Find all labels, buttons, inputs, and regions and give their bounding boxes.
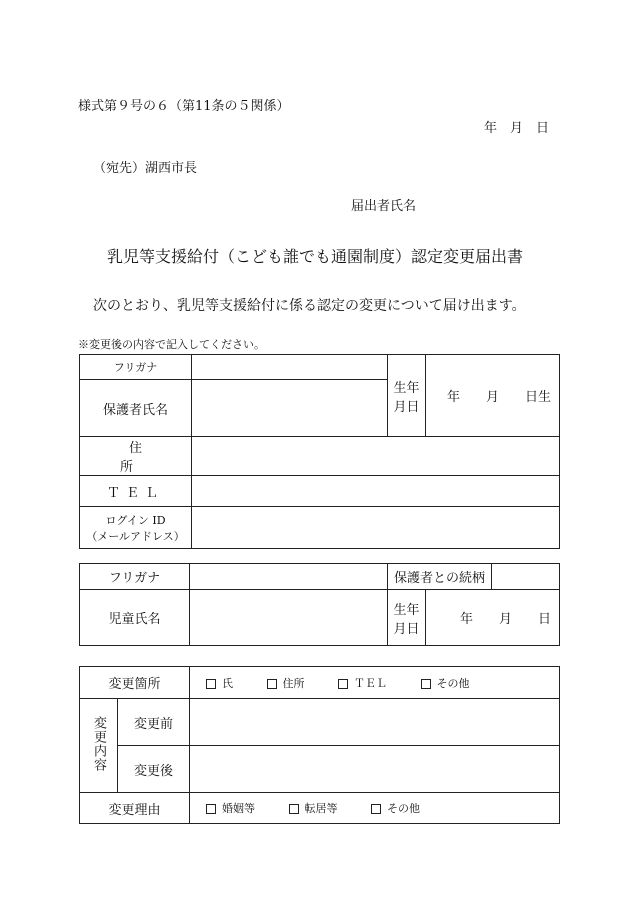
option-reason-other[interactable]: その他 (371, 800, 420, 816)
child-furigana-label: フリガナ (80, 564, 190, 590)
guardian-furigana-label: フリガナ (80, 355, 192, 380)
guardian-dob-text: 年 月 日生 (446, 390, 551, 405)
child-name-field[interactable] (190, 590, 388, 646)
option-name[interactable]: 氏 (206, 675, 233, 691)
guardian-furigana-field[interactable] (192, 355, 388, 380)
option-marriage[interactable]: 婚姻等 (206, 800, 255, 816)
checkbox-icon[interactable] (206, 679, 216, 689)
guardian-dob-label: 生年 月日 (388, 355, 426, 437)
submitter-name-label: 届出者氏名 (351, 199, 417, 214)
submission-date: 年 月 日 (484, 121, 550, 136)
guardian-name-label: 保護者氏名 (80, 380, 192, 437)
guardian-name-field[interactable] (192, 380, 388, 437)
addressee: （宛先）湖西市長 (93, 161, 198, 176)
change-place-options (190, 667, 560, 699)
guardian-table (79, 354, 560, 549)
change-table (79, 666, 560, 824)
checkbox-icon[interactable] (206, 804, 216, 814)
instruction-note: ※変更後の内容で記入してください。 (78, 338, 265, 351)
option-tel[interactable]: ＴＥＬ (338, 675, 387, 691)
option-relocation[interactable]: 転居等 (289, 800, 338, 816)
after-label: 変更後 (118, 746, 190, 793)
intro-text: 次のとおり、乳児等支援給付に係る認定の変更について届け出ます。 (93, 298, 526, 314)
before-field[interactable] (190, 699, 560, 746)
checkbox-icon[interactable] (371, 804, 381, 814)
relation-label: 保護者との続柄 (388, 564, 492, 590)
address-label: 住 所 (80, 437, 192, 476)
option-other[interactable]: その他 (421, 675, 470, 691)
child-table (79, 563, 560, 646)
change-content-label: 変更内容 (80, 699, 118, 793)
child-dob-label: 生年 月日 (388, 590, 426, 646)
document-title: 乳児等支援給付（こども誰でも通園制度）認定変更届出書 (106, 247, 523, 266)
tel-label: ＴＥＬ (80, 476, 192, 507)
child-dob-text: 年 月 日 (460, 612, 552, 627)
checkbox-icon[interactable] (338, 679, 348, 689)
guardian-dob-field[interactable] (426, 355, 560, 437)
tel-field[interactable] (192, 476, 560, 507)
relation-field[interactable] (492, 564, 560, 590)
checkbox-icon[interactable] (289, 804, 299, 814)
option-address[interactable]: 住所 (267, 675, 305, 691)
change-reason-options (190, 793, 560, 824)
login-id-field[interactable] (192, 507, 560, 549)
form-reference: 様式第９号の６（第11条の５関係） (78, 99, 290, 114)
change-reason-label: 変更理由 (80, 793, 190, 824)
checkbox-icon[interactable] (267, 679, 277, 689)
child-furigana-field[interactable] (190, 564, 388, 590)
change-place-label: 変更箇所 (80, 667, 190, 699)
before-label: 変更前 (118, 699, 190, 746)
checkbox-icon[interactable] (421, 679, 431, 689)
child-dob-field[interactable] (426, 590, 560, 646)
login-id-label: ログイン ID （メールアドレス） (80, 507, 192, 549)
child-name-label: 児童氏名 (80, 590, 190, 646)
after-field[interactable] (190, 746, 560, 793)
address-field[interactable] (192, 437, 560, 476)
